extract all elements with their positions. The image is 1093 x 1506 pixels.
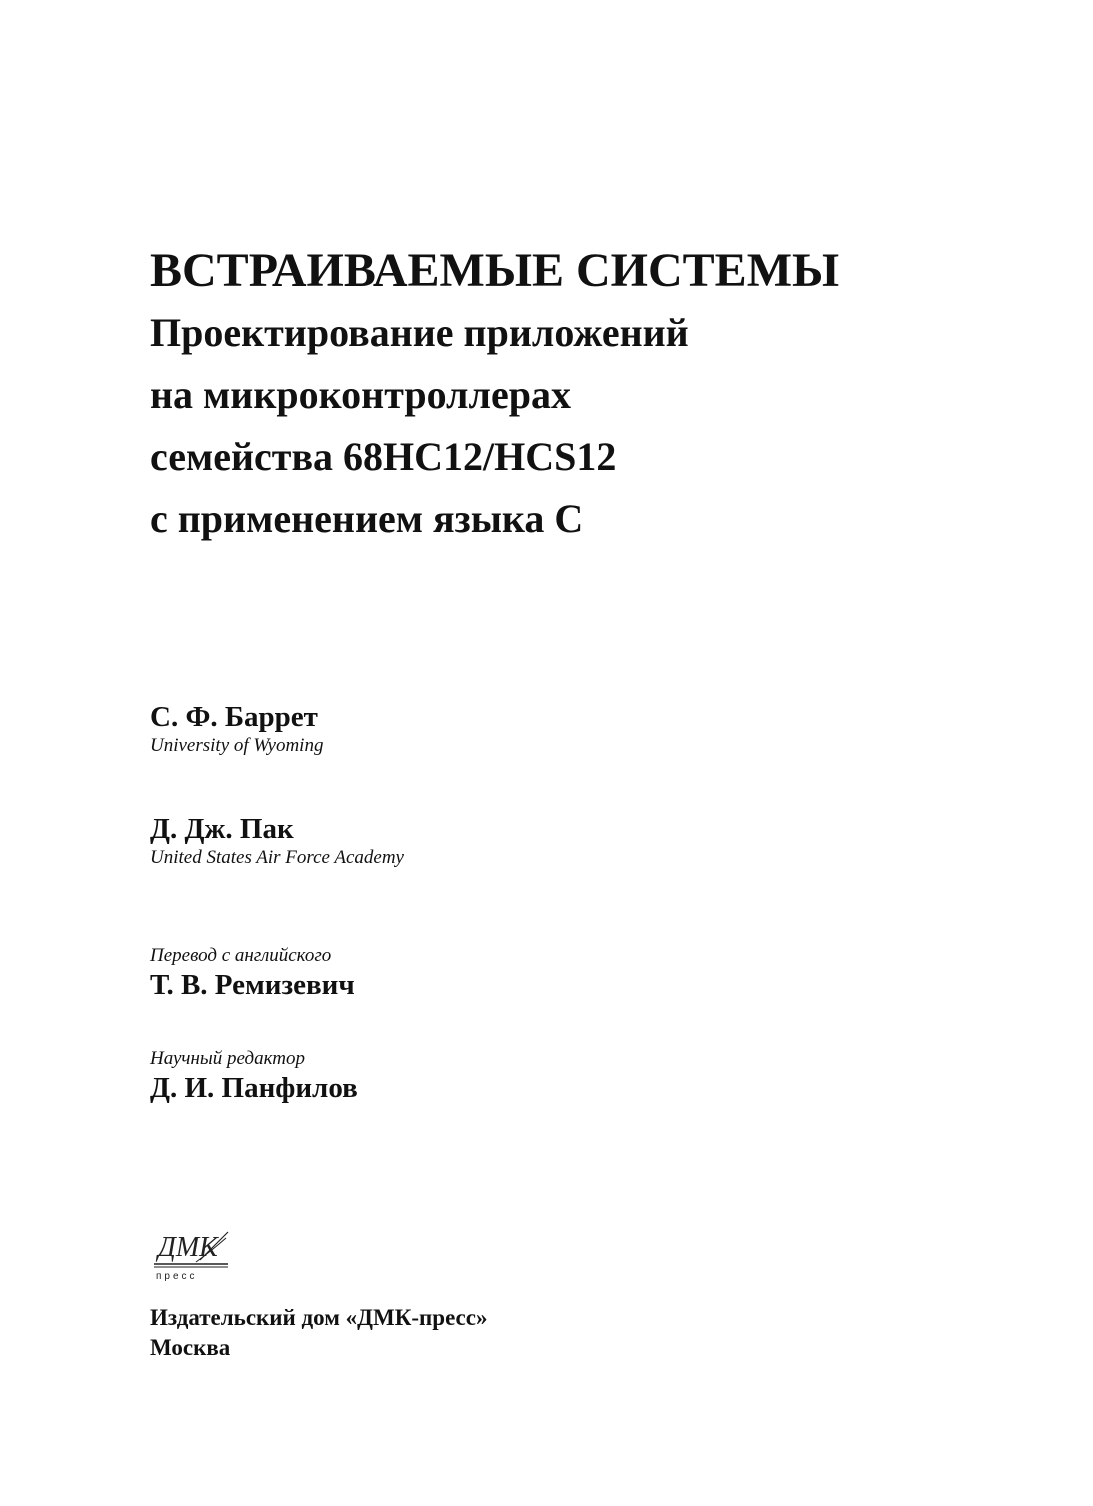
logo-subtext: пресс: [156, 1271, 198, 1282]
author-name: Д. Дж. Пак: [150, 813, 294, 845]
author-affiliation: University of Wyoming: [150, 735, 324, 756]
publisher-city: Москва: [150, 1335, 231, 1360]
publisher-name: Издательский дом «ДМК-пресс»: [150, 1305, 488, 1330]
book-subtitle-line-3: семейства 68HC12/HCS12: [150, 434, 617, 479]
book-subtitle-line-1: Проектирование приложений: [150, 310, 689, 355]
book-subtitle-line-4: с применением языка С: [150, 496, 584, 541]
scientific-editor: [150, 1047, 358, 1105]
translator: [150, 944, 355, 1002]
author-2: [150, 812, 404, 870]
author-affiliation: United States Air Force Academy: [150, 847, 404, 868]
dmk-press-logo: [152, 1222, 232, 1284]
book-title-block: [150, 240, 1050, 550]
translator-name: Т. В. Ремизевич: [150, 969, 355, 1001]
editor-name: Д. И. Панфилов: [150, 1072, 358, 1104]
editor-label: Научный редактор: [150, 1048, 305, 1069]
book-title: ВСТРАИВАЕМЫЕ СИСТЕМЫ: [150, 244, 840, 297]
publisher-block: [150, 1303, 487, 1363]
book-subtitle-line-2: на микроконтроллерах: [150, 372, 571, 417]
author-name: С. Ф. Баррет: [150, 701, 318, 733]
logo-text: ДМК: [158, 1232, 218, 1263]
translator-label: Перевод с английского: [150, 945, 332, 966]
author-1: [150, 700, 323, 758]
